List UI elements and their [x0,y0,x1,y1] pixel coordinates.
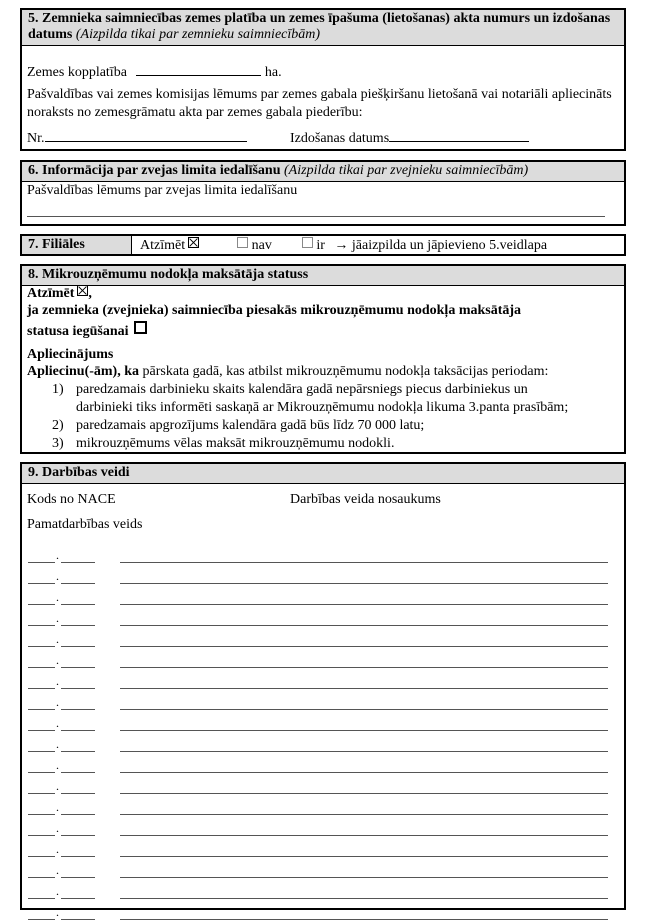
nace-code-part2-field[interactable] [61,552,95,563]
section-6-title: 6. Informācija par zvejas limita iedalīšanu [28,163,281,178]
nace-code-dot: . [56,674,59,688]
decision-text: Pašvaldības vai zemes komisijas lēmums par zemes gabala piešķiršanu lietošanā vai notariāli apliecināts noraksts no zemesgrāmatu akta par zemes gabala piederību: [27,87,612,120]
activity-row [22,884,624,900]
activity-row [22,653,624,669]
activity-name-field[interactable] [120,804,608,815]
nace-code-part1-field[interactable] [28,657,55,668]
activity-name-field[interactable] [120,720,608,731]
activity-row [22,674,624,690]
nace-code-part2-field[interactable] [61,888,95,899]
activity-row [22,842,624,858]
nace-code-dot: . [56,569,59,583]
nace-code-dot: . [56,884,59,898]
fishing-decision-field[interactable] [27,216,605,217]
nr-field[interactable] [45,128,247,142]
nace-code-part2-field[interactable] [61,720,95,731]
section-6-note: (Aizpilda tikai par zvejnieku saimniecībām) [284,163,529,178]
micro-mark-label: Atzīmēt [27,286,75,301]
micro-applied-row [27,321,147,340]
item-1-line1: paredzamais darbinieku skaits kalendāra gadā nepārsniegs piecus darbiniekus un [76,382,528,397]
section-8-title: 8. Mikrouzņēmumu nodokļa maksātāja statuss [28,267,309,282]
section-5 [20,8,626,151]
issue-date-label: Izdošanas datums [290,131,390,146]
activity-row [22,737,624,753]
branches-instruction: jāaizpilda un jāpievieno 5.veidlapa [351,238,548,253]
activity-row [22,548,624,564]
item-3-line1: mikrouzņēmums vēlas maksāt mikrouzņēmumu nodokli. [76,436,395,451]
activity-name-field[interactable] [120,552,608,563]
nace-code-part1-field[interactable] [28,615,55,626]
nace-code-dot: . [56,737,59,751]
activity-row [22,611,624,627]
activity-name-label: Darbības veida nosaukums [290,492,441,507]
item-2-num: 2) [52,418,64,433]
nace-code-part1-field[interactable] [28,846,55,857]
nace-code-part1-field[interactable] [28,699,55,710]
nace-code-dot: . [56,716,59,730]
section-5-title: 5. Zemnieka saimniecības zemes platība un zemes īpašuma (lietošanas) akta numurs un izdošanas datums [28,11,611,42]
nace-code-part2-field[interactable] [61,846,95,857]
nace-code-dot: . [56,905,59,919]
nace-code-dot: . [56,590,59,604]
activity-name-field[interactable] [120,741,608,752]
micro-mark-row [27,285,92,302]
micro-applied-text-1: ja zemnieka (zvejnieka) saimniecība piesakās mikrouzņēmumu nodokļa maksātāja [27,303,522,318]
micro-applied-text-2: statusa iegūšanai [27,324,129,339]
activity-row [22,779,624,795]
section-7-title: 7. Filiāles [22,236,132,254]
activity-name-field[interactable] [120,888,608,899]
area-unit: ha. [264,65,282,80]
nace-code-dot: . [56,800,59,814]
total-area-row [27,62,282,81]
confirmation-lead-bold: Apliecinu(-ām), ka [27,364,139,379]
activity-row [22,716,624,732]
micro-tax-checkbox[interactable] [134,321,147,334]
confirmation-lead [27,364,548,380]
nace-code-part1-field[interactable] [28,783,55,794]
confirmation-title: Apliecinājums [27,347,114,362]
item-3-num: 3) [52,436,64,451]
nace-code-label: Kods no NACE [27,492,116,507]
section-9-title: 9. Darbības veidi [28,465,130,480]
activity-row [22,632,624,648]
activity-name-field[interactable] [120,825,608,836]
branches-yes-checkbox[interactable] [302,237,313,248]
section-7 [20,234,626,256]
nace-code-part1-field[interactable] [28,762,55,773]
nace-code-part2-field[interactable] [61,804,95,815]
total-area-field[interactable] [136,62,261,76]
nace-code-part1-field[interactable] [28,552,55,563]
activity-name-field[interactable] [120,867,608,878]
nace-code-dot: . [56,653,59,667]
fishing-decision-label: Pašvaldības lēmums par zvejas limita iedalīšanu [27,183,298,198]
nace-code-part2-field[interactable] [61,657,95,668]
section-9-header [22,464,624,484]
section-9 [20,462,626,919]
nace-code-part2-field[interactable] [61,615,95,626]
nace-code-part1-field[interactable] [28,573,55,584]
nace-code-part2-field[interactable] [61,699,95,710]
nace-code-part1-field[interactable] [28,867,55,878]
nace-code-part2-field[interactable] [61,783,95,794]
branches-yes-label: ir [316,238,325,253]
nace-code-part2-field[interactable] [61,573,95,584]
activity-name-field[interactable] [120,594,608,605]
item-2-line1: paredzamais apgrozījums kalendāra gadā būs līdz 70 000 latu; [76,418,425,433]
confirmation-lead-rest: pārskata gadā, kas atbilst mikrouzņēmumu nodokļa taksācijas periodam: [139,364,549,379]
nace-code-part1-field[interactable] [28,636,55,647]
micro-mark-tail: , [88,286,92,301]
item-1-num: 1) [52,382,64,397]
main-activity-label: Pamatdarbības veids [27,517,143,532]
activity-row [22,800,624,816]
issue-date-row [290,128,529,147]
activity-row [22,590,624,606]
branches-options [140,237,547,254]
activity-name-field[interactable] [120,846,608,857]
nace-code-dot: . [56,821,59,835]
activity-row [22,863,624,879]
section-6 [20,160,626,226]
nace-code-part2-field[interactable] [61,762,95,773]
section-5-note: (Aizpilda tikai par zemnieku saimniecībām) [75,27,321,42]
nace-code-part2-field[interactable] [61,678,95,689]
nace-code-dot: . [56,548,59,562]
branches-no-label: nav [251,238,272,253]
activity-row [22,695,624,711]
nace-code-part1-field[interactable] [28,825,55,836]
total-area-label: Zemes kopplatība [27,65,127,80]
nace-code-dot: . [56,632,59,646]
nace-code-part2-field[interactable] [61,741,95,752]
nace-code-dot: . [56,863,59,877]
activity-name-field[interactable] [120,615,608,626]
checked-box-icon [188,237,199,248]
nace-code-part2-field[interactable] [61,825,95,836]
branches-no-checkbox[interactable] [237,237,248,248]
nace-code-part1-field[interactable] [28,720,55,731]
section-8 [20,264,626,454]
nace-code-dot: . [56,695,59,709]
nace-code-dot: . [56,758,59,772]
activity-row [22,821,624,837]
branches-mark-label: Atzīmēt [140,238,186,253]
nace-code-part2-field[interactable] [61,594,95,605]
nr-row [27,128,247,147]
arrow-right-icon: → [334,238,349,253]
section-5-header [22,10,624,46]
nace-code-part1-field[interactable] [28,678,55,689]
section-8-header [22,266,624,286]
activity-row [22,905,624,921]
nace-code-dot: . [56,611,59,625]
nace-code-part1-field[interactable] [28,741,55,752]
issue-date-field[interactable] [389,128,529,142]
nace-code-dot: . [56,779,59,793]
nace-code-part1-field[interactable] [28,594,55,605]
activity-name-field[interactable] [120,762,608,773]
section-6-header [22,162,624,182]
nace-code-part2-field[interactable] [61,867,95,878]
nace-code-part1-field[interactable] [28,888,55,899]
activity-row [22,758,624,774]
activity-name-field[interactable] [120,678,608,689]
activity-name-field[interactable] [120,657,608,668]
nace-code-part2-field[interactable] [61,636,95,647]
activity-name-field[interactable] [120,699,608,710]
activity-name-field[interactable] [120,573,608,584]
activity-name-field[interactable] [120,636,608,647]
checked-box-icon [77,285,88,296]
item-1-line2: darbinieki tiks informēti saskaņā ar Mikrouzņēmumu nodokļa likuma 3.panta prasībām; [76,400,569,415]
activity-name-field[interactable] [120,783,608,794]
nace-code-part1-field[interactable] [28,804,55,815]
nr-label: Nr. [27,131,45,146]
activity-row [22,569,624,585]
nace-code-dot: . [56,842,59,856]
